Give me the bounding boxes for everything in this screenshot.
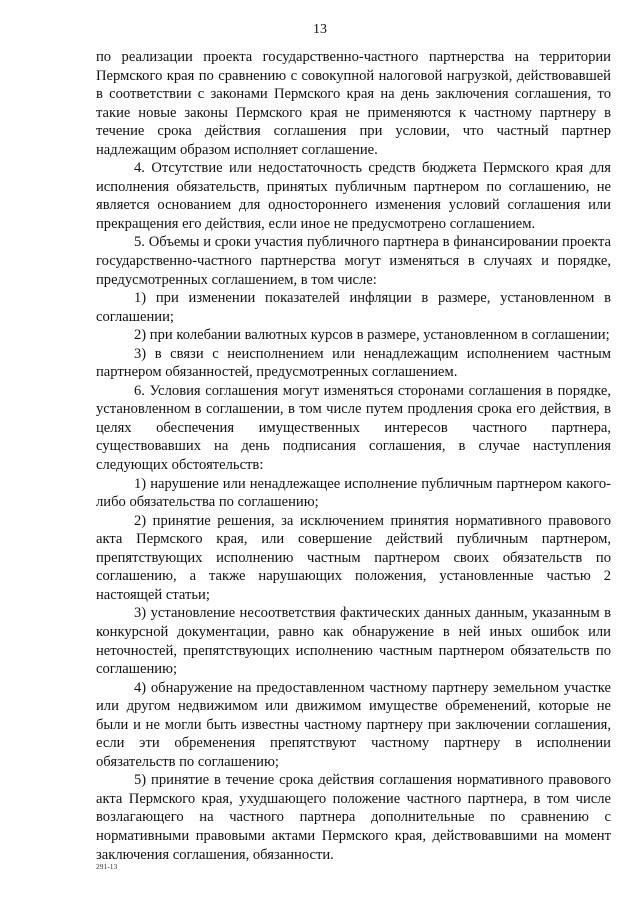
- paragraph-item-6-3: 3) установление несоответствия фактических данных данным, указанным в конкурсной документации, равно как обнаружение в ней иных ошибок или неточностей, препятствующих исполнению частным партнером обязательств по соглашению;: [96, 605, 611, 678]
- paragraph-continuation: по реализации проекта государственно-частного партнерства на территории Пермского края по сравнению с совокупной налоговой нагрузкой, действовавшей в соответствии с законами Пермского края на день заключения соглашения, то такие новые законы Пермского края не применяются к частному партнеру в течение срока действия соглашения при условии, что частный партнер надлежащим образом исполняет соглашение.: [96, 49, 611, 158]
- paragraph-item-6-5: 5) принятие в течение срока действия соглашения нормативного правового акта Пермского края, ухудшающего положение частного партнера, в том числе возлагающего на частного партнера дополнительные по сравнению с нормативными правовыми актами Пермского края, действовавшими на момент заключения соглашения, обязанности.: [96, 772, 611, 863]
- document-code: 291-13: [96, 862, 118, 871]
- paragraph-item-6-2: 2) принятие решения, за исключением принятия нормативного правового акта Пермского края, или совершение действий публичным партнером, препятствующих исполнению частным партнером своих обязательств по соглашению, а также нарушающих положения, установленные частью 2 настоящей статьи;: [96, 512, 611, 603]
- paragraph-item-5-2: 2) при колебании валютных курсов в размере, установленном в соглашении;: [134, 327, 610, 344]
- paragraph-item-6-4: 4) обнаружение на предоставленном частному партнеру земельном участке или другом недвижимом или движимом имуществе обременений, которые не были и не могли быть известны частному партнеру при заключении соглашения, если эти обременения препятствуют частному партнеру в исполнении обязательств по соглашению;: [96, 679, 611, 770]
- paragraph-item-5-3: 3) в связи с неисполнением или ненадлежащим исполнением частным партнером обязанностей, предусмотренных соглашением.: [96, 345, 611, 381]
- paragraph-item-5: 5. Объемы и сроки участия публичного партнера в финансировании проекта государственно-частного партнерства могут изменяться в случаях и порядке, предусмотренных соглашением, в том числе:: [96, 234, 611, 288]
- paragraph-item-6: 6. Условия соглашения могут изменяться сторонами соглашения в порядке, установленном в соглашении, в том числе путем продления срока его действия, в целях обеспечения имущественных интересов частного партнера, существовавших на день подписания соглашения, в случае наступления следующих обстоятельств:: [96, 382, 611, 474]
- paragraph-item-5-1: 1) при изменении показателей инфляции в размере, установленном в соглашении;: [96, 290, 611, 325]
- paragraph-item-6-1: 1) нарушение или ненадлежащее исполнение публичным партнером какого-либо обязательства по соглашению;: [96, 475, 611, 511]
- page-number: 13: [313, 22, 327, 37]
- document-body: [96, 48, 611, 864]
- paragraph-item-4: 4. Отсутствие или недостаточность средств бюджета Пермского края для исполнения обязательств, принятых публичным партнером по соглашению, не является основанием для одностороннего изменения условий соглашения или прекращения его действия, если иное не предусмотрено соглашением.: [96, 160, 611, 232]
